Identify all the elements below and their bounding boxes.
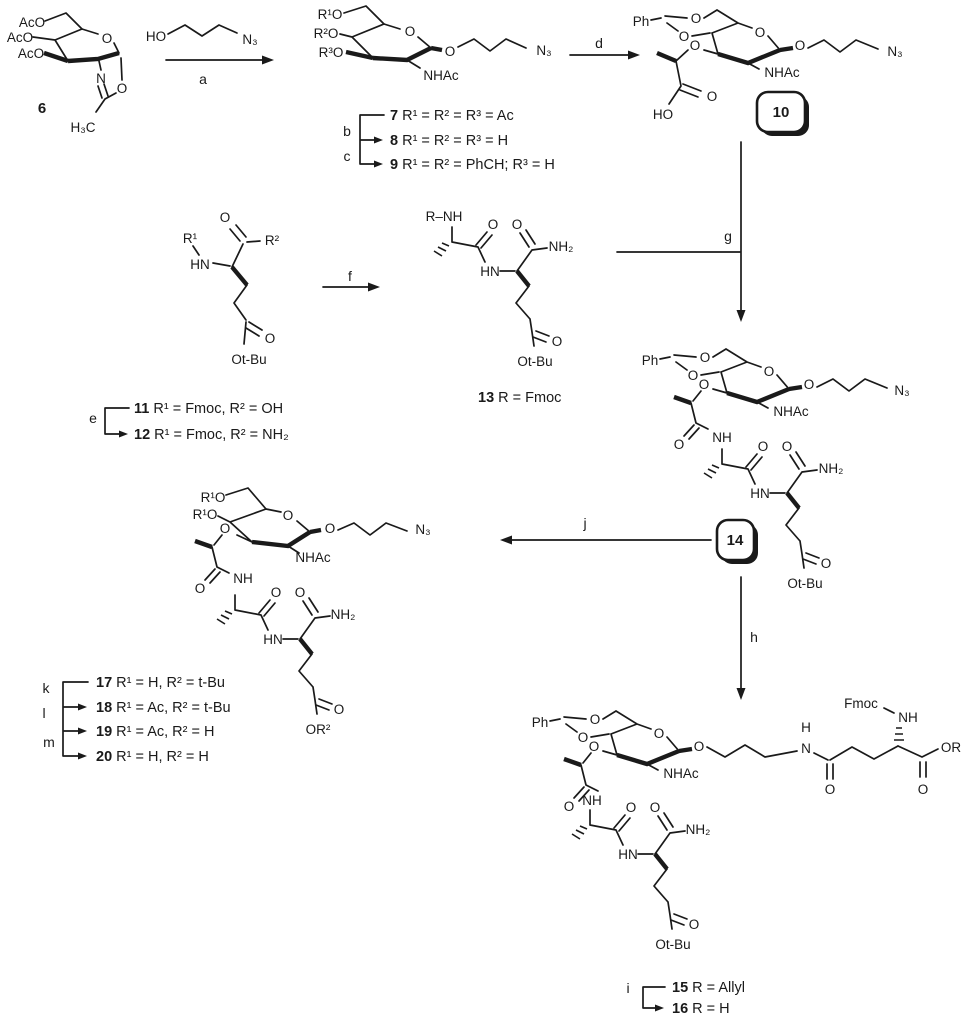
bond-path — [374, 161, 383, 168]
legend-row-number: 16 — [672, 1001, 689, 1017]
bond-path — [680, 84, 701, 97]
tbu-ester-label: Ot-Bu — [787, 576, 823, 591]
compound-15-16-structure — [550, 708, 938, 929]
amide-n-label: N — [801, 741, 811, 756]
amide-nh-label: NH — [712, 430, 732, 445]
amide-nh2-label: NH₂ — [330, 607, 356, 622]
arrow-j — [500, 536, 711, 545]
bond-path — [78, 704, 87, 711]
acetal-oxygen-label: O — [699, 350, 711, 365]
reagent-azidopropanol-structure — [168, 25, 237, 36]
amide-nh2-label: NH₂ — [548, 239, 574, 254]
ring-oxygen-label: O — [763, 364, 775, 379]
amide-nh2-label: NH₂ — [818, 461, 844, 476]
step-label-a: a — [199, 71, 207, 87]
nhac-label: NHAc — [773, 404, 809, 419]
r3o-label: R³O — [318, 45, 344, 60]
lactyl-oxygen-label: O — [698, 377, 710, 392]
bond-path — [898, 746, 938, 757]
legend-row-11 — [134, 401, 283, 417]
r1o-label: R¹O — [317, 7, 343, 22]
bond-path — [458, 39, 526, 51]
bond-path — [217, 595, 332, 714]
bond-path — [434, 227, 549, 346]
bond-path — [45, 13, 82, 29]
or2-ester-label: OR² — [305, 722, 331, 737]
bond-path — [737, 310, 746, 322]
acetate-label: AcO — [18, 15, 46, 30]
lactyl-oxygen-label: O — [588, 739, 600, 754]
step-label-k: k — [42, 680, 50, 696]
bond-path — [262, 56, 274, 65]
bond-path — [195, 535, 229, 583]
legend-row-definition: R¹ = Fmoc, R² = OH — [149, 401, 284, 417]
oxazoline-oxygen-label: O — [116, 81, 128, 96]
compound-number-6: 6 — [37, 100, 47, 117]
legend-row-definition: R¹ = Ac, R² = t-Bu — [112, 700, 231, 716]
bond-path — [407, 60, 420, 68]
bond-path — [310, 530, 321, 532]
glycosidic-oxygen-label: O — [794, 38, 806, 53]
carbonyl-oxygen-label: O — [688, 917, 700, 932]
r2o-label: R²O — [313, 26, 339, 41]
tbu-ester-label: Ot-Bu — [231, 352, 267, 367]
bond-path — [894, 728, 904, 740]
carbonyl-oxygen-label: O — [219, 210, 231, 225]
acetal-oxygen-label: O — [687, 368, 699, 383]
carbonyl-oxygen-label: O — [194, 581, 206, 596]
legend-row-number: 19 — [96, 724, 113, 740]
glycosidic-oxygen-label: O — [324, 521, 336, 536]
carbonyl-oxygen-label: O — [511, 217, 523, 232]
bond-path — [674, 391, 708, 439]
bond-path — [572, 810, 687, 929]
legend-row-number: 20 — [96, 749, 113, 765]
compound-13-structure — [434, 227, 549, 346]
bond-path — [431, 48, 442, 50]
methyl-label: H₃C — [70, 120, 96, 135]
legend-row-definition: R¹ = H, R² = t-Bu — [112, 675, 225, 691]
azide-label: N₃ — [887, 44, 903, 59]
amine-label: HN — [190, 257, 210, 272]
oxazoline-nitrogen-label: N — [96, 71, 106, 86]
bond-path — [884, 708, 894, 713]
legend-row-9 — [390, 157, 555, 173]
compound-6-structure — [33, 13, 122, 112]
bond-path — [737, 688, 746, 700]
ring-oxygen-label: O — [754, 25, 766, 40]
bond-path — [617, 142, 741, 310]
bond-path — [707, 745, 797, 757]
legend-row-number: 15 — [672, 980, 689, 996]
ring-oxygen-label: O — [404, 24, 416, 39]
acetal-oxygen-label: O — [690, 11, 702, 26]
carbonyl-oxygen-label: O — [563, 799, 575, 814]
box-10 — [757, 92, 809, 136]
bracket-klm — [63, 682, 88, 760]
legend-row-number: 8 — [390, 133, 399, 149]
legend-row-definition: R¹ = R² = PhCH; R³ = H — [398, 157, 555, 173]
carbonyl-oxygen-label: O — [781, 439, 793, 454]
acid-hydroxyl-label: HO — [652, 107, 674, 122]
step-label-l: l — [42, 705, 46, 721]
carbonyl-oxygen-label: O — [820, 556, 832, 571]
bond-path — [252, 532, 310, 546]
phenyl-label: Ph — [531, 715, 549, 730]
legend-row-definition: R = Fmoc — [494, 390, 562, 406]
nhac-label: NHAc — [663, 766, 699, 781]
phenyl-label: Ph — [632, 14, 650, 29]
arrow-h — [737, 577, 746, 700]
r1o-label: R¹O — [200, 490, 226, 505]
legend-row-definition: R = H — [688, 1001, 730, 1017]
azide-label: N₃ — [415, 522, 431, 537]
legend-row-definition: R¹ = Ac, R² = H — [112, 724, 215, 740]
tbu-ester-label: Ot-Bu — [517, 354, 553, 369]
bond-path — [628, 51, 640, 60]
legend-row-number: 17 — [96, 675, 113, 691]
bond-path — [814, 746, 898, 760]
legend-row-19 — [96, 724, 214, 740]
bracket-i — [643, 987, 665, 1012]
acetate-label: AcO — [17, 46, 45, 61]
fmoc-label: Fmoc — [844, 696, 878, 711]
glycosidic-oxygen-label: O — [444, 44, 456, 59]
r1o-label: R¹O — [192, 507, 218, 522]
azide-label: N₃ — [536, 43, 552, 58]
step-label-d: d — [595, 35, 603, 51]
bond-path — [500, 536, 512, 545]
nhac-label: NHAc — [295, 550, 331, 565]
legend-row-17 — [96, 675, 225, 691]
bond-path — [338, 523, 407, 535]
step-label-f: f — [348, 268, 352, 284]
nhac-label: NHAc — [423, 68, 459, 83]
bond-path — [63, 682, 88, 756]
arrow-a — [166, 56, 274, 65]
amide-h-label: H — [801, 720, 811, 735]
amide-nh-label: NH — [233, 571, 253, 586]
r1-label: R¹ — [182, 231, 198, 246]
bracket-e — [105, 408, 129, 438]
legend-row-number: 18 — [96, 700, 113, 716]
legend-row-12 — [134, 427, 289, 443]
legend-row-number: 12 — [134, 427, 151, 443]
compound-numbers-layer — [38, 100, 46, 117]
legend-row-definition: R¹ = R² = R³ = H — [398, 133, 509, 149]
legend-row-number: 11 — [134, 401, 150, 417]
bond-path — [373, 48, 431, 60]
carbonyl-oxygen-label: O — [673, 437, 685, 452]
legend-row-number: 9 — [390, 157, 399, 173]
bond-path — [218, 509, 310, 553]
amide-nh-label: NH — [898, 710, 918, 725]
amide-nh-label: HN — [480, 264, 500, 279]
azide-label: N₃ — [894, 383, 910, 398]
acetal-oxygen-label: O — [577, 730, 589, 745]
bond-path — [827, 764, 833, 779]
carbonyl-oxygen-label: O — [625, 800, 637, 815]
bond-path — [808, 40, 878, 52]
legend-row-definition: R¹ = H, R² = H — [112, 749, 209, 765]
bond-path — [234, 285, 247, 344]
amide-nh-label: HN — [750, 486, 770, 501]
amide-nh2-label: NH₂ — [685, 822, 711, 837]
bond-path — [230, 225, 246, 241]
bond-path — [119, 431, 128, 438]
step-label-b: b — [343, 123, 351, 139]
bond-path — [655, 1005, 664, 1012]
bracket-bc — [360, 115, 384, 168]
bond-path — [226, 488, 266, 509]
acetal-oxygen-label: O — [589, 712, 601, 727]
carbonyl-oxygen-label: O — [294, 585, 306, 600]
boxed-compound-number: 10 — [772, 104, 790, 121]
ring-oxygen-label: O — [282, 508, 294, 523]
legend-row-7 — [390, 108, 514, 124]
step-label-g: g — [724, 228, 732, 244]
carbonyl-oxygen-label: O — [333, 702, 345, 717]
acetate-label: AcO — [6, 30, 34, 45]
ring-oxygen-label: O — [653, 726, 665, 741]
amide-nh-label: NH — [582, 793, 602, 808]
amide-nh-label: HN — [618, 847, 638, 862]
bond-path — [232, 267, 247, 285]
phenyl-label: Ph — [641, 353, 659, 368]
tbu-ester-label: Ot-Bu — [655, 937, 691, 952]
step-labels-layer — [42, 35, 757, 996]
bond-path — [817, 379, 887, 391]
bond-path — [368, 283, 380, 292]
legend-row-number: 13 — [478, 390, 495, 406]
bond-path — [246, 322, 262, 336]
azide-label: N₃ — [242, 32, 258, 47]
legend-row-15 — [672, 980, 745, 996]
carbonyl-oxygen-label: O — [824, 782, 836, 797]
nhac-label: NHAc — [764, 65, 800, 80]
or-ester-label: OR — [940, 740, 962, 755]
carbonyl-oxygen-label: O — [649, 800, 661, 815]
legend-row-definition: R¹ = Fmoc, R² = NH₂ — [150, 427, 289, 443]
bond-path — [374, 137, 383, 144]
legend-row-13 — [478, 390, 561, 406]
bond-path — [105, 408, 129, 434]
r2-label: R² — [264, 233, 280, 248]
boxed-compound-number: 14 — [726, 532, 744, 549]
legend-row-definition: R = Allyl — [688, 980, 745, 996]
carbonyl-oxygen-label: O — [264, 331, 276, 346]
bond-path — [344, 6, 384, 24]
step-label-e: e — [89, 410, 97, 426]
glycosidic-oxygen-label: O — [693, 739, 705, 754]
step-label-c: c — [343, 148, 351, 164]
step-label-m: m — [43, 734, 55, 750]
step-label-i: i — [626, 980, 630, 996]
step-label-j: j — [583, 515, 587, 531]
r-nh-label: R–NH — [425, 209, 463, 224]
legend-row-20 — [96, 749, 209, 765]
bond-path — [78, 753, 87, 760]
legend-row-number: 7 — [390, 108, 399, 124]
legend-row-definition: R¹ = R² = R³ = Ac — [398, 108, 514, 124]
ring-oxygen-label: O — [101, 31, 113, 46]
acetal-oxygen-label: O — [678, 29, 690, 44]
bond-path — [78, 728, 87, 735]
amide-nh-label: HN — [263, 632, 283, 647]
compound-11-12-structure — [193, 225, 262, 344]
compound-7-9-structure — [340, 6, 526, 68]
bond-path — [68, 53, 119, 61]
carbonyl-oxygen-label: O — [551, 334, 563, 349]
legend-row-16 — [672, 1001, 730, 1017]
bond-path — [643, 987, 665, 1008]
carbonyl-oxygen-label: O — [757, 439, 769, 454]
lactyl-oxygen-label: O — [689, 38, 701, 53]
carbonyl-oxygen-label: O — [487, 217, 499, 232]
glycosidic-oxygen-label: O — [803, 377, 815, 392]
box-14 — [717, 520, 758, 564]
legend-row-18 — [96, 700, 231, 716]
legend-row-8 — [390, 133, 508, 149]
carbonyl-oxygen-label: O — [917, 782, 929, 797]
lactyl-oxygen-label: O — [219, 521, 231, 536]
arrow-d — [570, 51, 640, 60]
step-label-h: h — [750, 629, 758, 645]
bond-path — [98, 84, 108, 98]
hydroxyl-label: HO — [145, 29, 167, 44]
carbonyl-oxygen-label: O — [706, 89, 718, 104]
bond-path — [920, 762, 926, 777]
bond-path — [657, 53, 676, 61]
bond-path — [168, 25, 237, 36]
carbonyl-oxygen-label: O — [270, 585, 282, 600]
